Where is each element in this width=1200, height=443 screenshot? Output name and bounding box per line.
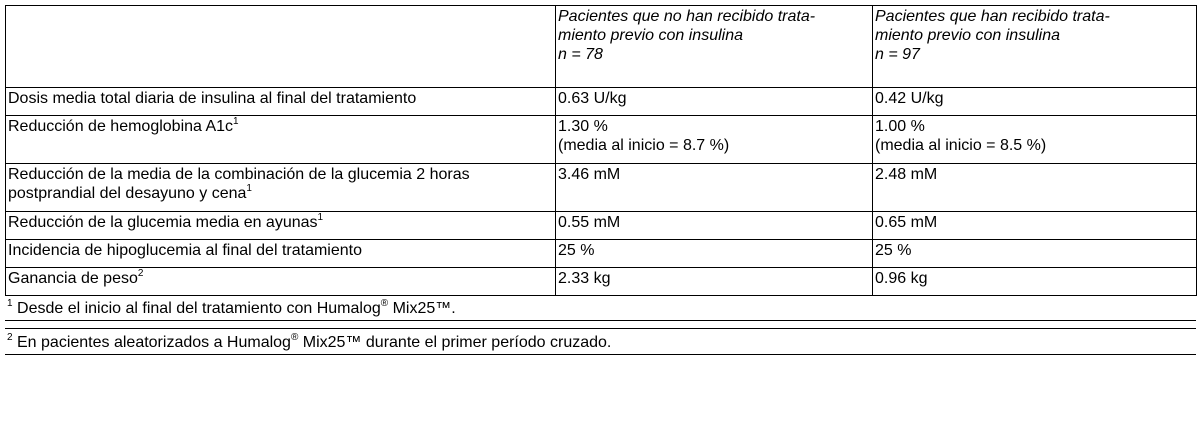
header-empty-cell <box>6 6 556 88</box>
treated-value-cell <box>873 116 1197 164</box>
naive-value: 0.55 mM <box>556 212 873 240</box>
footnote-ref: 1 <box>317 211 324 223</box>
footnote-marker: 2 <box>7 331 13 343</box>
row-label-cell <box>6 164 556 212</box>
treated-value: 1.00 % <box>875 118 925 135</box>
naive-baseline-note: (media al inicio = 8.7 %) <box>558 137 730 154</box>
header-treated-line2: miento previo con insulina <box>875 27 1060 44</box>
row-label: Incidencia de hipoglucemia al final del tratamiento <box>6 240 556 268</box>
row-label-cell <box>6 268 556 296</box>
row-label-cell <box>6 116 556 164</box>
footnote-marker: 1 <box>7 297 13 309</box>
footnote-ref: 1 <box>233 115 239 127</box>
treated-value: 0.96 kg <box>873 268 1197 296</box>
table-header-row <box>6 6 1197 88</box>
footnote-text-end: Mix25™. <box>388 300 456 317</box>
row-label: Dosis media total diaria de insulina al final del tratamiento <box>6 88 556 116</box>
header-treated-line1: Pacientes que han recibido trata- <box>875 8 1110 25</box>
results-table <box>5 5 1197 296</box>
table-row <box>6 212 1197 240</box>
header-naive-line2: miento previo con insulina <box>558 27 743 44</box>
header-treated-n: n = 97 <box>875 46 920 63</box>
footnotes <box>5 296 1196 355</box>
registered-mark: ® <box>380 297 389 309</box>
table-row <box>6 268 1197 296</box>
header-naive-n: n = 78 <box>558 46 603 63</box>
registered-mark: ® <box>290 331 299 343</box>
row-label: Reducción de la glucemia media en ayunas <box>8 214 318 231</box>
naive-value: 0.63 U/kg <box>556 88 873 116</box>
naive-value: 25 % <box>556 240 873 268</box>
footnote-2 <box>5 328 1196 355</box>
header-naive-patients <box>556 6 873 88</box>
footnote-1 <box>5 296 1196 321</box>
row-label-line1: Reducción de la media de la combinación de la glucemia 2 horas <box>8 166 470 183</box>
row-label: Ganancia de peso <box>8 270 138 287</box>
table-row <box>6 116 1197 164</box>
header-treated-patients <box>873 6 1197 88</box>
naive-value: 3.46 mM <box>556 164 873 212</box>
naive-value: 2.33 kg <box>556 268 873 296</box>
table-row <box>6 88 1197 116</box>
treated-value: 25 % <box>873 240 1197 268</box>
row-label-line2: postprandial del desayuno y cena <box>8 185 247 202</box>
treated-baseline-note: (media al inicio = 8.5 %) <box>875 137 1047 154</box>
table-row <box>6 164 1197 212</box>
header-naive-line1: Pacientes que no han recibido trata- <box>558 8 816 25</box>
treated-value: 0.42 U/kg <box>873 88 1197 116</box>
footnote-text: En pacientes aleatorizados a Humalog <box>12 334 291 351</box>
naive-value: 1.30 % <box>558 118 608 135</box>
footnote-text: Desde el inicio al final del tratamiento con Humalog <box>12 300 381 317</box>
footnote-ref: 2 <box>137 267 144 279</box>
footnote-ref: 1 <box>246 182 252 194</box>
row-label-cell <box>6 212 556 240</box>
treated-value: 0.65 mM <box>873 212 1197 240</box>
document <box>5 5 1196 355</box>
table-row <box>6 240 1197 268</box>
naive-value-cell <box>556 116 873 164</box>
row-label: Reducción de hemoglobina A1c <box>8 118 234 135</box>
footnote-text-end: Mix25™ durante el primer período cruzado. <box>298 334 612 351</box>
treated-value: 2.48 mM <box>873 164 1197 212</box>
